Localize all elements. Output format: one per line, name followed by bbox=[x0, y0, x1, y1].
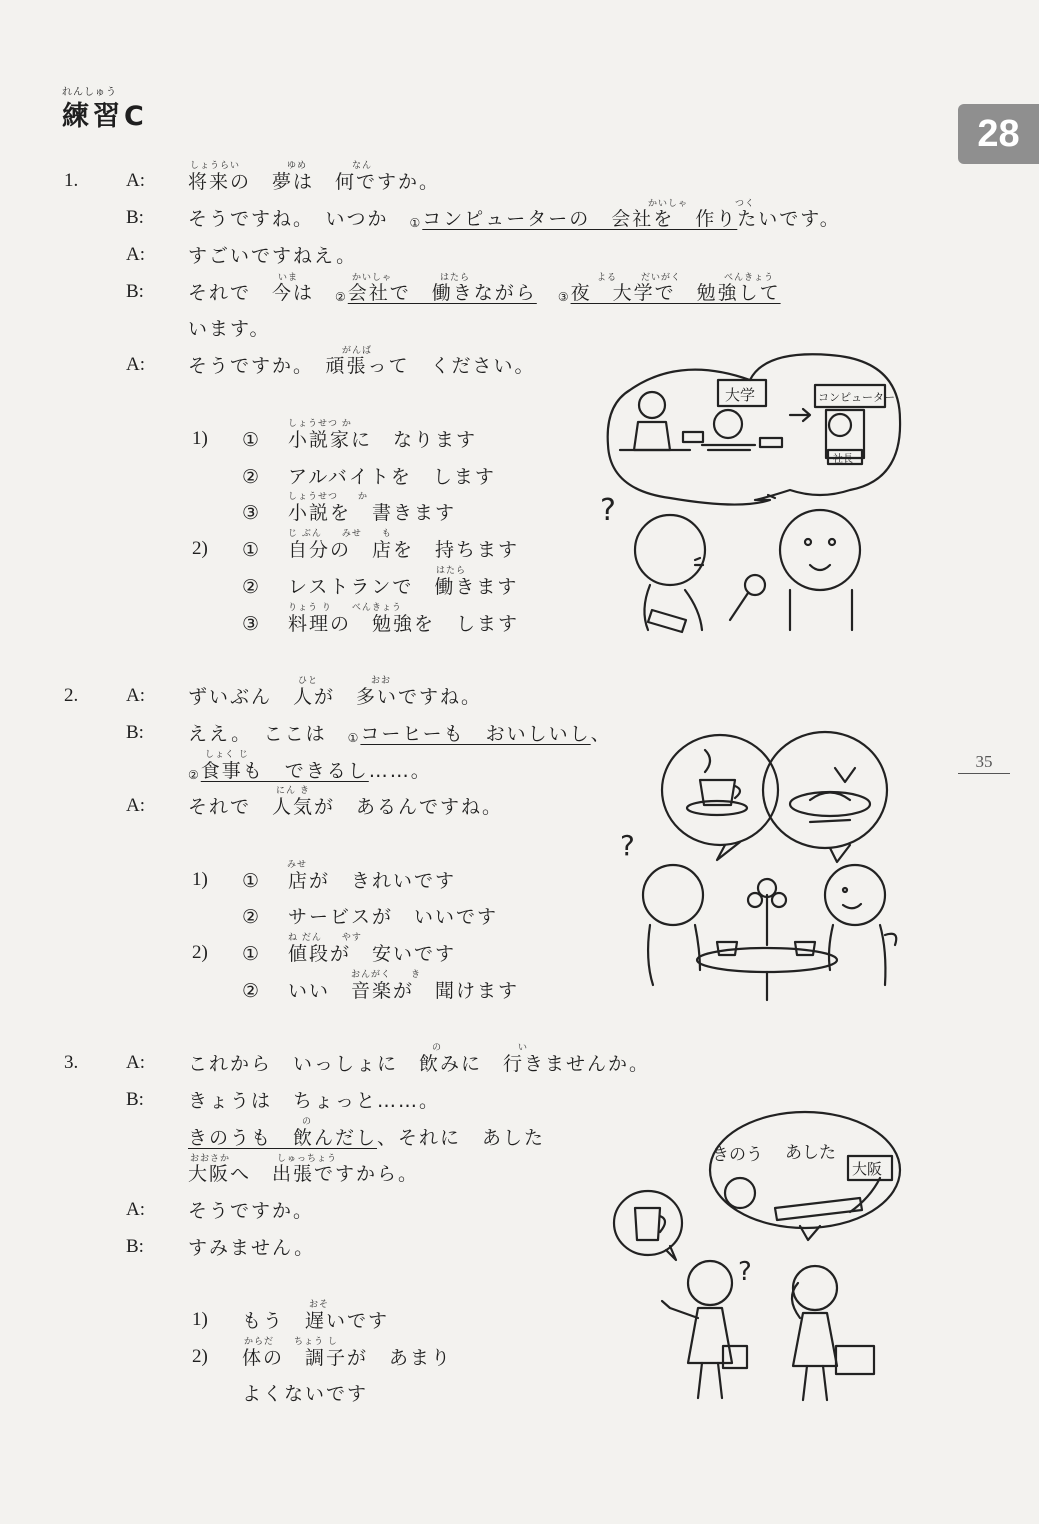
plate-president: 社長 bbox=[833, 454, 853, 465]
dialogue-line: すみません。 bbox=[188, 1237, 316, 1259]
sign-computer: コンピューター bbox=[818, 391, 895, 404]
substitution-label: 1) bbox=[192, 428, 208, 449]
dialogue-line: 大阪へ 出張ですから。 bbox=[188, 1163, 420, 1185]
sign-osaka: 大阪 bbox=[852, 1160, 883, 1178]
ruby: ね だん やす bbox=[288, 933, 362, 943]
ruby: おおさか bbox=[190, 1154, 231, 1164]
substitution-label: 1) bbox=[192, 1309, 208, 1330]
ruby: かいしゃ bbox=[648, 199, 689, 209]
ruby: ひと bbox=[298, 676, 319, 686]
ruby: りょう り べんきょう bbox=[288, 603, 402, 613]
exercise-number-1: 1. bbox=[64, 170, 79, 191]
speaker-label: B: bbox=[126, 207, 144, 228]
substitution-item: 自分の 店を 持ちます bbox=[288, 539, 520, 561]
ruby: にん き bbox=[276, 786, 310, 796]
speaker-label: A: bbox=[126, 1052, 145, 1073]
ruby: はたら bbox=[436, 566, 467, 576]
ruby: の bbox=[302, 1117, 313, 1127]
ruby: かいしゃ bbox=[352, 273, 393, 283]
ruby: おそ bbox=[309, 1300, 330, 1310]
bubble-tomorrow: あした bbox=[785, 1143, 836, 1163]
dialogue-line: ええ。 ここは ①コーヒーも おいしいし、 bbox=[188, 723, 612, 745]
dialogue-line: それで 今は ②会社で 働きながら ③夜 大学で 勉強して bbox=[188, 282, 781, 304]
dialogue-line: これから いっしょに 飲みに 行きませんか。 bbox=[188, 1053, 651, 1075]
substitution-marker: ② bbox=[242, 980, 262, 1002]
ruby: なん bbox=[352, 161, 373, 171]
substitution-item: よくないです bbox=[242, 1383, 369, 1405]
substitution-item: サービスが いいです bbox=[288, 906, 499, 928]
ruby: いま bbox=[278, 273, 299, 283]
substitution-item: 小説を 書きます bbox=[288, 502, 457, 524]
substitution-item: いい 音楽が 聞けます bbox=[288, 980, 520, 1002]
ruby: からだ ちょう し bbox=[244, 1337, 338, 1347]
exercise-number-2: 2. bbox=[64, 685, 79, 706]
dialogue-line: すごいですねえ。 bbox=[188, 245, 358, 267]
chapter-tab: 28 bbox=[958, 104, 1039, 164]
ruby: おんがく き bbox=[351, 970, 422, 980]
illustration-invitation bbox=[610, 1108, 910, 1408]
ruby: だいがく bbox=[641, 273, 682, 283]
title-ruby: れんしゅう bbox=[62, 87, 117, 98]
substitution-label: 2) bbox=[192, 942, 208, 963]
ruby: しょく じ bbox=[205, 750, 249, 760]
speaker-label: B: bbox=[126, 1236, 144, 1257]
ruby: しょうせつ か bbox=[288, 492, 369, 502]
ruby: おお bbox=[371, 676, 392, 686]
bubble-yesterday: きのう bbox=[712, 1145, 763, 1165]
dialogue-line: 将来の 夢は 何ですか。 bbox=[188, 171, 441, 193]
dialogue-line: それで 人気が あるんですね。 bbox=[188, 796, 504, 818]
ruby: がんば bbox=[342, 346, 373, 356]
ruby: ゆめ bbox=[287, 161, 308, 171]
dialogue-line: きょうは ちょっと……。 bbox=[188, 1090, 441, 1112]
ruby: はたら bbox=[440, 273, 471, 283]
speaker-label: A: bbox=[126, 795, 145, 816]
substitution-item: レストランで 働きます bbox=[288, 576, 519, 598]
substitution-item: もう 遅いです bbox=[242, 1310, 390, 1332]
speaker-label: A: bbox=[126, 354, 145, 375]
speaker-label: B: bbox=[126, 722, 144, 743]
speaker-label: B: bbox=[126, 281, 144, 302]
substitution-item: 料理の 勉強を します bbox=[288, 613, 520, 635]
ruby: しょうらい bbox=[190, 161, 241, 171]
substitution-item: 体の 調子が あまり bbox=[242, 1347, 453, 1369]
speaker-label: B: bbox=[126, 1089, 144, 1110]
dialogue-line: きのうも 飲んだし、それに あした bbox=[188, 1127, 546, 1149]
illustration-cafe bbox=[605, 720, 905, 1005]
sign-university: 大学 bbox=[725, 386, 756, 404]
ruby: の bbox=[432, 1043, 443, 1053]
ruby: い bbox=[518, 1043, 529, 1053]
ruby: べんきょう bbox=[724, 273, 775, 283]
substitution-item: 小説家に なります bbox=[288, 429, 478, 451]
page-number-rule bbox=[958, 773, 1010, 774]
ruby: よる bbox=[597, 273, 618, 283]
ruby: しゅっちょう bbox=[277, 1154, 338, 1164]
dialogue-line: そうですね。 いつか ①コンピューターの 会社を 作りたいです。 bbox=[188, 208, 841, 230]
page-number: 35 bbox=[975, 752, 993, 771]
substitution-item: 店が きれいです bbox=[288, 870, 457, 892]
ruby: つく bbox=[735, 199, 756, 209]
substitution-item: アルバイトを します bbox=[288, 466, 496, 488]
substitution-marker: ① bbox=[242, 943, 262, 965]
page-title: 練習C bbox=[62, 101, 148, 132]
speaker-label: A: bbox=[126, 685, 145, 706]
dialogue-line: そうですか。 頑張って ください。 bbox=[188, 355, 536, 377]
question-mark-icon: ? bbox=[600, 493, 616, 528]
speaker-label: A: bbox=[126, 1199, 145, 1220]
substitution-marker: ② bbox=[242, 576, 262, 598]
substitution-label: 2) bbox=[192, 538, 208, 559]
dialogue-line: ずいぶん 人が 多いですね。 bbox=[188, 686, 483, 708]
question-mark-icon: ? bbox=[738, 1257, 752, 1287]
ruby: じ ぶん みせ も bbox=[288, 529, 392, 539]
substitution-marker: ① bbox=[242, 870, 262, 892]
speaker-label: A: bbox=[126, 170, 145, 191]
substitution-label: 2) bbox=[192, 1346, 208, 1367]
substitution-item: 値段が 安いです bbox=[288, 943, 457, 965]
substitution-marker: ③ bbox=[242, 613, 262, 635]
dialogue-line: います。 bbox=[188, 318, 271, 340]
substitution-marker: ③ bbox=[242, 502, 262, 524]
substitution-label: 1) bbox=[192, 869, 208, 890]
exercise-number-3: 3. bbox=[64, 1052, 79, 1073]
illustration-dream-interview bbox=[590, 350, 910, 640]
ruby: みせ bbox=[287, 860, 308, 870]
ruby: しょうせつ か bbox=[288, 419, 352, 429]
substitution-marker: ① bbox=[242, 539, 262, 561]
substitution-marker: ② bbox=[242, 466, 262, 488]
substitution-marker: ② bbox=[242, 906, 262, 928]
dialogue-line: そうですか。 bbox=[188, 1200, 315, 1222]
question-mark-icon: ? bbox=[620, 829, 635, 862]
substitution-marker: ① bbox=[242, 429, 262, 451]
dialogue-line: ②食事も できるし……。 bbox=[188, 760, 432, 782]
speaker-label: A: bbox=[126, 244, 145, 265]
